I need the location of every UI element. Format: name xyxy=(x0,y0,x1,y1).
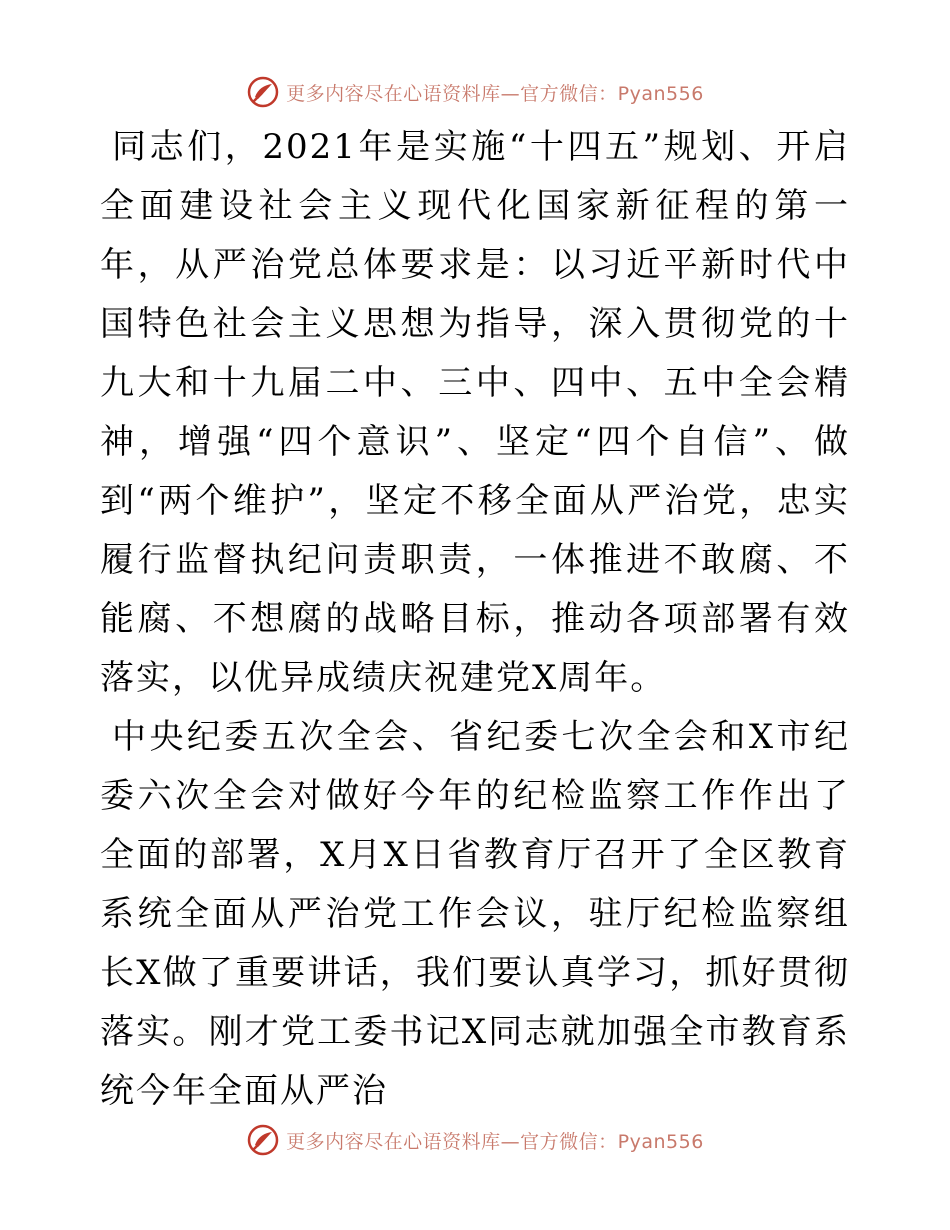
red-pen-logo-icon xyxy=(246,1123,280,1157)
footer-banner-text: 更多内容尽在心语资料库—官方微信：Pyan556 xyxy=(286,1130,704,1153)
paragraph-2: 中央纪委五次全会、省纪委七次全会和X市纪委六次全会对做好今年的纪检监察工作作出了全面的部署，X月X日省教育厅召开了全区教育系统全面从严治党工作会议，驻厅纪检监察组长X做了重要讲话，我们要认真学习，抓好贯彻落实。刚才党工委书记X同志就加强全市教育系统今年全面从严治 xyxy=(100,717,850,1111)
paragraph-1: 同志们，2021年是实施“十四五”规划、开启全面建设社会主义现代化国家新征程的第一年，从严治党总体要求是：以习近平新时代中国特色社会主义思想为指导，深入贯彻党的十九大和十九届二中、三中、四中、五中全会精神，增强“四个意识”、坚定“四个自信”、做到“两个维护”，坚定不移全面从严治党，忠实履行监督执纪问责职责，一体推进不敢腐、不能腐、不想腐的战略目标，推动各项部署有效落实，以优异成绩庆祝建党X周年。 xyxy=(100,127,850,698)
footer-banner xyxy=(0,1120,950,1160)
header-banner xyxy=(0,72,950,112)
red-pen-logo-icon xyxy=(246,75,280,109)
header-banner-text: 更多内容尽在心语资料库—官方微信：Pyan556 xyxy=(286,82,704,105)
